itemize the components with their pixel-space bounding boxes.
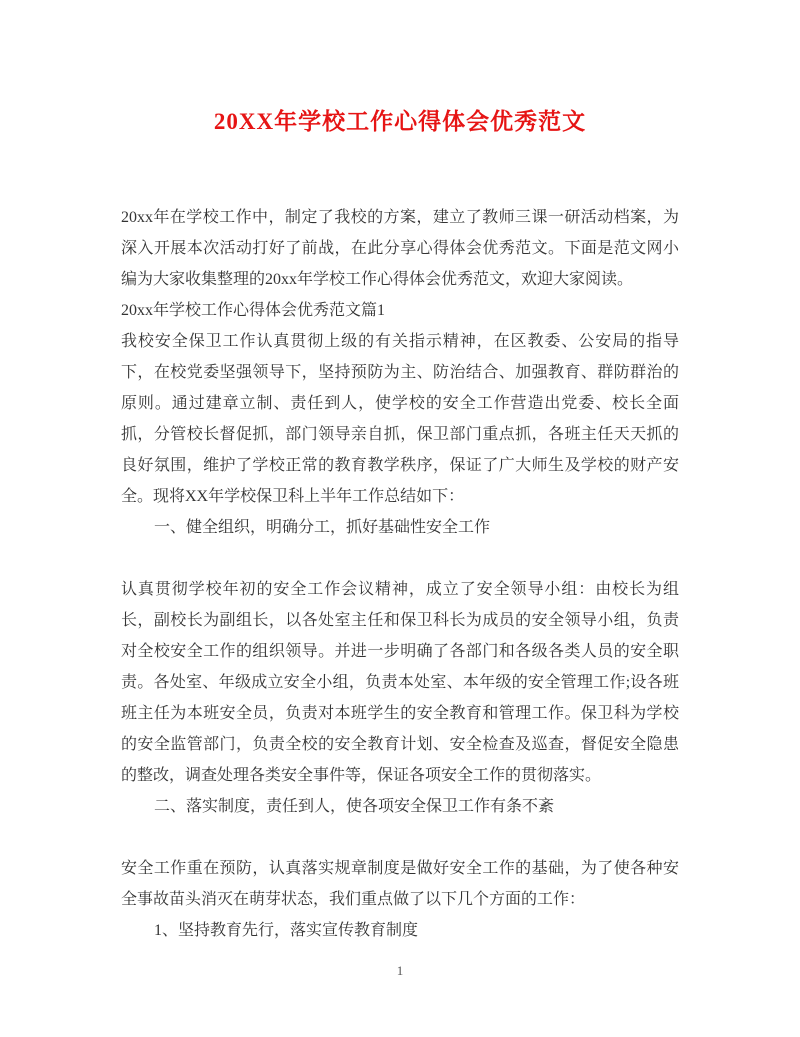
article-subtitle: 20xx年学校工作心得体会优秀范文篇1 bbox=[121, 302, 386, 319]
body-paragraph-organization: 认真贯彻学校年初的安全工作会议精神，成立了安全领导小组：由校长为组长，副校长为副组长，以各处室主任和保卫科长为成员的安全领导小组，负责对全校安全工作的组织领导。并进一步明确了各部门和各级各类人员的安全职责。各处室、年级成立安全小组，负责本处室、本年级的安全管理工作;设各班班主任为本班安全员，负责对本班学生的安全教育和管理工作。保卫科为学校的安全监管部门，负责全校的安全教育计划、安全检查及巡查，督促安全隐患的整改，调查处理各类安全事件等，保证各项安全工作的贯彻落实。 bbox=[121, 581, 679, 784]
section-heading-one: 一、健全组织，明确分工，抓好基础性安全工作 bbox=[154, 519, 491, 536]
section-heading-two: 二、落实制度，责任到人，使各项安全保卫工作有条不紊 bbox=[154, 798, 555, 815]
body-paragraph-overview: 我校安全保卫工作认真贯彻上级的有关指示精神，在区教委、公安局的指导下，在校党委坚强领导下，坚持预防为主、防治结合、加强教育、群防群治的原则。通过建章立制、责任到人，使学校的安全工作营造出党委、校长全面抓，分管校长督促抓，部门领导亲自抓，保卫部门重点抓，各班主任天天抓的良好氛围，维护了学校正常的教育教学秩序，保证了广大师生及学校的财产安全。现将XX年学校保卫科上半年工作总结如下： bbox=[121, 333, 679, 505]
subsection-heading-education: 1、坚持教育先行，落实宣传教育制度 bbox=[154, 922, 419, 939]
body-paragraph-prevention: 安全工作重在预防，认真落实规章制度是做好安全工作的基础，为了使各种安全事故苗头消灭在萌芽状态，我们重点做了以下几个方面的工作： bbox=[121, 860, 679, 908]
document-body bbox=[121, 202, 679, 946]
intro-paragraph: 20xx年在学校工作中，制定了我校的方案，建立了教师三课一研活动档案，为深入开展本次活动打好了前战，在此分享心得体会优秀范文。下面是范文网小编为大家收集整理的20xx年学校工作心得体会优秀范文，欢迎大家阅读。 bbox=[121, 209, 679, 288]
page-number: 1 bbox=[396, 963, 404, 978]
document-title: 20XX年学校工作心得体会优秀范文 bbox=[213, 109, 587, 134]
